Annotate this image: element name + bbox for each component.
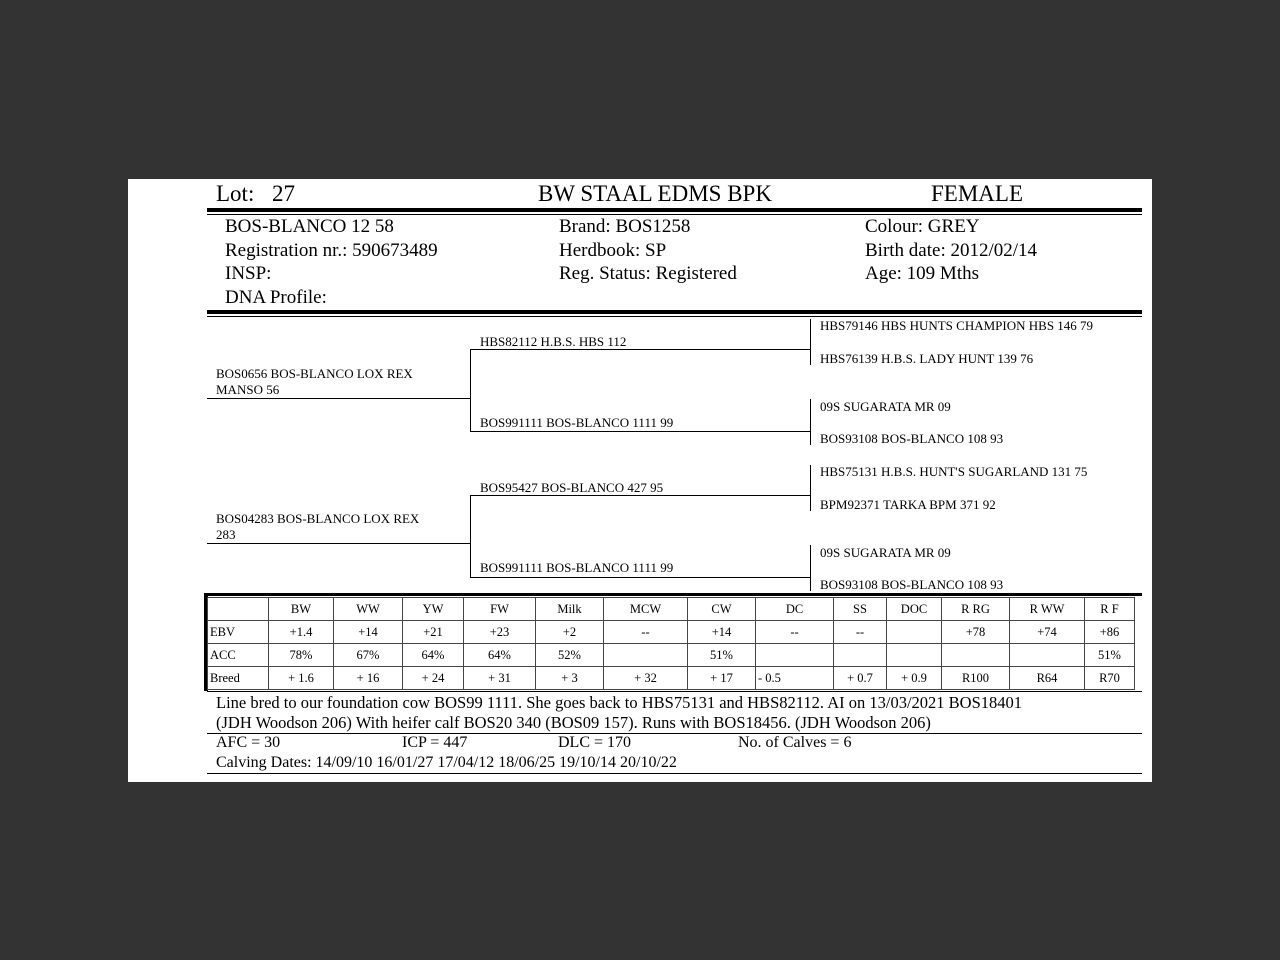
stats-bottom-rule xyxy=(207,773,1142,774)
grandparent-2: BOS991111 BOS-BLANCO 1111 99 xyxy=(480,415,674,430)
header-rule-thick xyxy=(207,208,1142,212)
sire-name-line1: BOS0656 BOS-BLANCO LOX REX xyxy=(216,366,413,381)
acc-milk: 52% xyxy=(536,644,604,667)
breed-ss: + 0.7 xyxy=(834,667,887,690)
great-grandparent-1: HBS79146 HBS HUNTS CHAMPION HBS 146 79 xyxy=(820,318,1094,333)
breed-cw: + 17 xyxy=(688,667,756,690)
ebv-top-rule xyxy=(207,593,1142,596)
col-rf: R F xyxy=(1085,598,1135,621)
acc-rf: 51% xyxy=(1085,644,1135,667)
col-mcw: MCW xyxy=(604,598,688,621)
number-of-calves: No. of Calves = 6 xyxy=(738,734,852,751)
ggp-bracket-2 xyxy=(810,399,811,445)
acc-bw: 78% xyxy=(269,644,334,667)
row-label-ebv: EBV xyxy=(208,621,269,644)
lot-label: Lot: xyxy=(216,181,255,206)
acc-rrg xyxy=(942,644,1010,667)
remarks-line2: (JDH Woodson 206) With heifer calf BOS20 340 (BOS09 157). Runs with BOS18456. (JDH Woodson 206) xyxy=(216,713,931,732)
col-fw: FW xyxy=(464,598,536,621)
insp-label: INSP: xyxy=(225,263,272,284)
ebv-dc: -- xyxy=(756,621,834,644)
grandparent-3: BOS95427 BOS-BLANCO 427 95 xyxy=(480,480,664,495)
breeder-name: BW STAAL EDMS BPK xyxy=(538,181,772,206)
acc-ss xyxy=(834,644,887,667)
afc: AFC = 30 xyxy=(216,734,281,751)
col-ss: SS xyxy=(834,598,887,621)
grandparent-4: BOS991111 BOS-BLANCO 1111 99 xyxy=(480,560,674,575)
ebv-table xyxy=(207,597,1135,690)
breed-row xyxy=(208,667,1135,690)
row-label-acc: ACC xyxy=(208,644,269,667)
remarks-top-rule xyxy=(207,691,1142,692)
great-grandparent-7: 09S SUGARATA MR 09 xyxy=(820,545,951,560)
sex-label: FEMALE xyxy=(931,181,1023,206)
breed-rf: R70 xyxy=(1085,667,1135,690)
col-dc: DC xyxy=(756,598,834,621)
registration-status: Reg. Status: Registered xyxy=(559,263,737,284)
info-rule-thick xyxy=(207,310,1142,314)
dam-name-line2: 283 xyxy=(216,527,236,542)
breed-mcw: + 32 xyxy=(604,667,688,690)
grandparent-2-line xyxy=(470,431,810,432)
ebv-header-row xyxy=(208,598,1135,621)
col-rww: R WW xyxy=(1010,598,1085,621)
col-rrg: R RG xyxy=(942,598,1010,621)
icp: ICP = 447 xyxy=(402,734,468,751)
breed-rww: R64 xyxy=(1010,667,1085,690)
breed-doc: + 0.9 xyxy=(887,667,942,690)
ebv-doc xyxy=(887,621,942,644)
breed-rrg: R100 xyxy=(942,667,1010,690)
breed-milk: + 3 xyxy=(536,667,604,690)
ggp-bracket-4 xyxy=(810,545,811,591)
breed-fw: + 31 xyxy=(464,667,536,690)
grandparent-1: HBS82112 H.B.S. HBS 112 xyxy=(480,334,627,349)
ebv-header-blank xyxy=(208,598,269,621)
ebv-row xyxy=(208,621,1135,644)
catalog-sheet xyxy=(128,179,1152,782)
ebv-bw: +1.4 xyxy=(269,621,334,644)
ggp-bracket-1 xyxy=(810,319,811,365)
acc-dc xyxy=(756,644,834,667)
col-yw: YW xyxy=(403,598,464,621)
ebv-mcw: -- xyxy=(604,621,688,644)
sire-name-line2: MANSO 56 xyxy=(216,382,280,397)
remarks-bottom-rule xyxy=(207,733,1142,734)
remarks-line1: Line bred to our foundation cow BOS99 1111. She goes back to HBS75131 and HBS82112. AI on 13/03/2021 BOS18401 xyxy=(216,693,1023,712)
info-rule-thin xyxy=(207,316,1142,317)
acc-yw: 64% xyxy=(403,644,464,667)
col-cw: CW xyxy=(688,598,756,621)
birth-date: Birth date: 2012/02/14 xyxy=(865,240,1038,261)
great-grandparent-3: 09S SUGARATA MR 09 xyxy=(820,399,951,414)
ebv-rf: +86 xyxy=(1085,621,1135,644)
ebv-rww: +74 xyxy=(1010,621,1085,644)
dam-bracket xyxy=(470,495,471,577)
ebv-ss: -- xyxy=(834,621,887,644)
ebv-cw: +14 xyxy=(688,621,756,644)
col-milk: Milk xyxy=(536,598,604,621)
col-ww: WW xyxy=(334,598,403,621)
acc-doc xyxy=(887,644,942,667)
ebv-ww: +14 xyxy=(334,621,403,644)
grandparent-1-line xyxy=(470,349,810,350)
ebv-rrg: +78 xyxy=(942,621,1010,644)
acc-rww xyxy=(1010,644,1085,667)
dam-name-line1: BOS04283 BOS-BLANCO LOX REX xyxy=(216,511,420,526)
herdbook: Herdbook: SP xyxy=(559,240,667,261)
ebv-milk: +2 xyxy=(536,621,604,644)
brand: Brand: BOS1258 xyxy=(559,216,691,237)
dna-profile-label: DNA Profile: xyxy=(225,287,327,308)
calving-dates: Calving Dates: 14/09/10 16/01/27 17/04/12 18/06/25 19/10/14 20/10/22 xyxy=(216,754,677,771)
great-grandparent-2: HBS76139 H.B.S. LADY HUNT 139 76 xyxy=(820,351,1034,366)
acc-mcw xyxy=(604,644,688,667)
colour: Colour: GREY xyxy=(865,216,980,237)
acc-row xyxy=(208,644,1135,667)
ebv-fw: +23 xyxy=(464,621,536,644)
ebv-yw: +21 xyxy=(403,621,464,644)
great-grandparent-8: BOS93108 BOS-BLANCO 108 93 xyxy=(820,577,1004,592)
acc-cw: 51% xyxy=(688,644,756,667)
breed-yw: + 24 xyxy=(403,667,464,690)
great-grandparent-4: BOS93108 BOS-BLANCO 108 93 xyxy=(820,431,1004,446)
col-bw: BW xyxy=(269,598,334,621)
header-rule-thin xyxy=(207,214,1142,215)
great-grandparent-5: HBS75131 H.B.S. HUNT'S SUGARLAND 131 75 xyxy=(820,464,1088,479)
breed-ww: + 16 xyxy=(334,667,403,690)
grandparent-3-line xyxy=(470,495,810,496)
dlc: DLC = 170 xyxy=(558,734,632,751)
registration-number: Registration nr.: 590673489 xyxy=(225,240,438,261)
sire-bracket xyxy=(470,349,471,431)
ggp-bracket-3 xyxy=(810,465,811,511)
age: Age: 109 Mths xyxy=(865,263,979,284)
breed-dc: - 0.5 xyxy=(756,667,834,690)
lot-number: 27 xyxy=(272,181,295,206)
grandparent-4-line xyxy=(470,577,810,578)
row-label-breed: Breed xyxy=(208,667,269,690)
animal-name: BOS-BLANCO 12 58 xyxy=(225,216,394,237)
col-doc: DOC xyxy=(887,598,942,621)
great-grandparent-6: BPM92371 TARKA BPM 371 92 xyxy=(820,497,996,512)
sire-line xyxy=(207,398,470,399)
acc-ww: 67% xyxy=(334,644,403,667)
dam-line xyxy=(207,543,470,544)
breed-bw: + 1.6 xyxy=(269,667,334,690)
acc-fw: 64% xyxy=(464,644,536,667)
